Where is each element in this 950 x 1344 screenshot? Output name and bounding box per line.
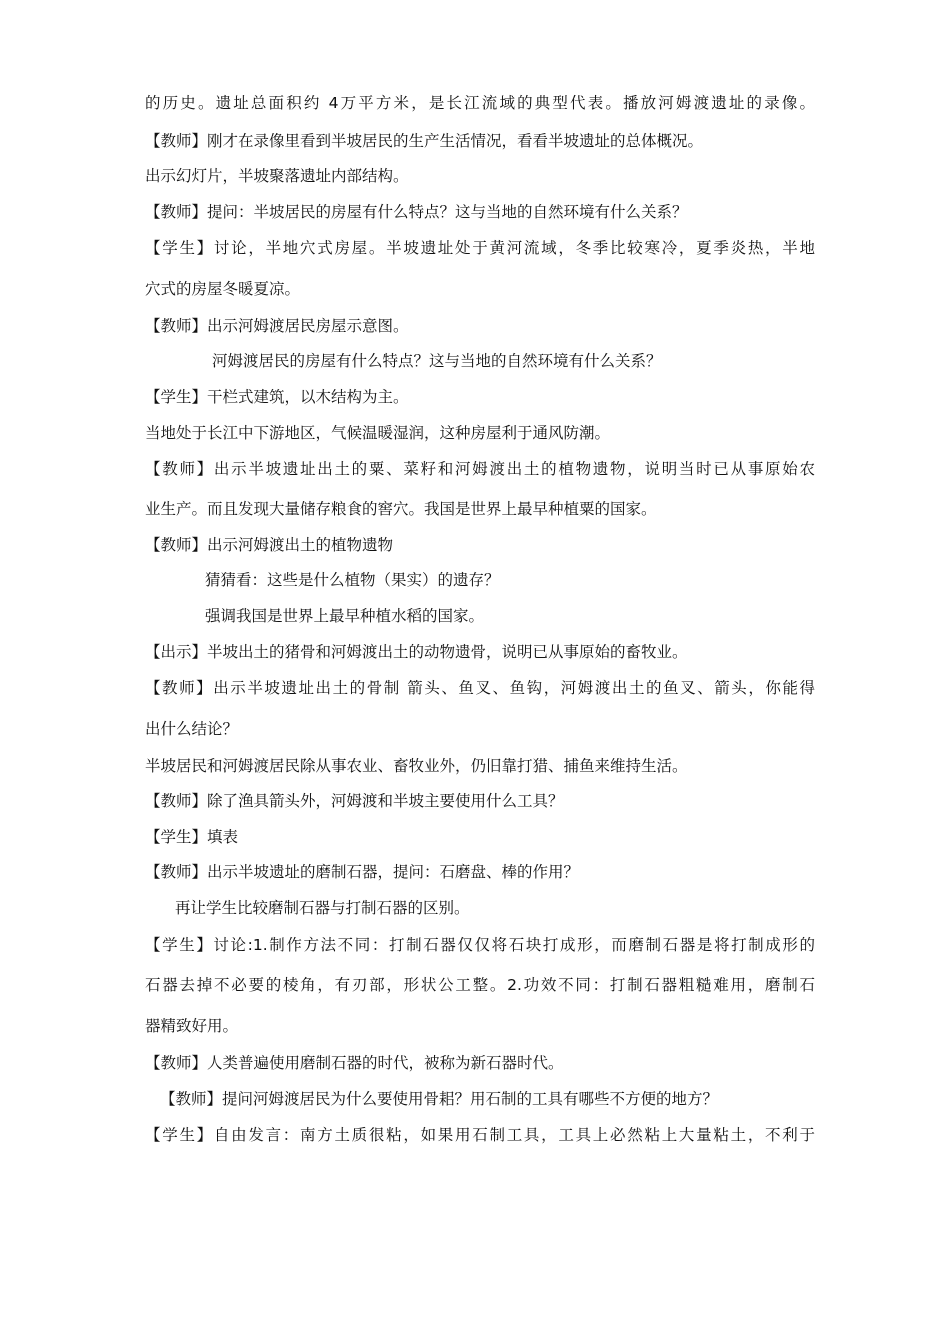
text-line: 【教师】出示半坡遗址出土的粟、菜籽和河姆渡出土的植物遗物，说明当时已从事原始农 bbox=[145, 460, 815, 478]
text-line: 再让学生比较磨制石器与打制石器的区别。 bbox=[175, 899, 470, 917]
text-line: 石器去掉不必要的棱角，有刃部，形状公工整。2.功效不同：打制石器粗糙难用，磨制石 bbox=[145, 976, 815, 994]
text-line: 当地处于长江中下游地区，气候温暖湿润，这种房屋利于通风防潮。 bbox=[145, 424, 611, 442]
text-line: 出示幻灯片，半坡聚落遗址内部结构。 bbox=[145, 167, 409, 185]
text-line: 强调我国是世界上最早种植水稻的国家。 bbox=[205, 607, 485, 625]
text-line: 半坡居民和河姆渡居民除从事农业、畜牧业外，仍旧靠打猎、捕鱼来维持生活。 bbox=[145, 757, 688, 775]
text-line: 【出示】半坡出土的猪骨和河姆渡出土的动物遗骨，说明已从事原始的畜牧业。 bbox=[145, 643, 688, 661]
text-line: 【学生】自由发言：南方土质很粘，如果用石制工具，工具上必然粘上大量粘土，不利于 bbox=[145, 1126, 815, 1144]
text-line: 【学生】干栏式建筑，以木结构为主。 bbox=[145, 388, 409, 406]
text-line: 【教师】出示河姆渡居民房屋示意图。 bbox=[145, 317, 409, 335]
text-line: 业生产。而且发现大量储存粮食的窖穴。我国是世界上最早种植粟的国家。 bbox=[145, 500, 657, 518]
text-line: 【教师】出示半坡遗址的磨制石器，提问：石磨盘、棒的作用？ bbox=[145, 863, 580, 881]
text-line: 器精致好用。 bbox=[145, 1017, 239, 1035]
text-line: 【教师】刚才在录像里看到半坡居民的生产生活情况，看看半坡遗址的总体概况。 bbox=[145, 132, 704, 150]
text-line: 【教师】人类普遍使用磨制石器的时代，被称为新石器时代。 bbox=[145, 1054, 564, 1072]
text-line: 【学生】讨论:1.制作方法不同：打制石器仅仅将石块打成形，而磨制石器是将打制成形的 bbox=[145, 936, 815, 954]
text-line: 猜猜看：这些是什么植物（果实）的遗存？ bbox=[205, 571, 500, 589]
text-line: 【学生】讨论，半地穴式房屋。半坡遗址处于黄河流域，冬季比较寒冷，夏季炎热，半地 bbox=[145, 239, 815, 257]
text-line: 【教师】提问河姆渡居民为什么要使用骨耜？用石制的工具有哪些不方便的地方？ bbox=[160, 1090, 719, 1108]
text-line: 穴式的房屋冬暖夏凉。 bbox=[145, 280, 301, 298]
text-line: 【教师】出示河姆渡出土的植物遗物 bbox=[145, 536, 394, 554]
text-line: 出什么结论？ bbox=[145, 720, 239, 738]
text-line: 【教师】除了渔具箭头外，河姆渡和半坡主要使用什么工具？ bbox=[145, 792, 564, 810]
text-line: 【教师】出示半坡遗址出土的骨制 箭头、鱼叉、鱼钩，河姆渡出土的鱼叉、箭头，你能得 bbox=[145, 679, 815, 697]
text-line: 【教师】提问：半坡居民的房屋有什么特点？这与当地的自然环境有什么关系？ bbox=[145, 203, 688, 221]
text-line: 河姆渡居民的房屋有什么特点？这与当地的自然环境有什么关系？ bbox=[212, 352, 662, 370]
text-line: 【学生】填表 bbox=[145, 828, 239, 846]
text-line: 的历史。遗址总面积约 4万平方米，是长江流域的典型代表。播放河姆渡遗址的录像。 bbox=[145, 94, 815, 112]
